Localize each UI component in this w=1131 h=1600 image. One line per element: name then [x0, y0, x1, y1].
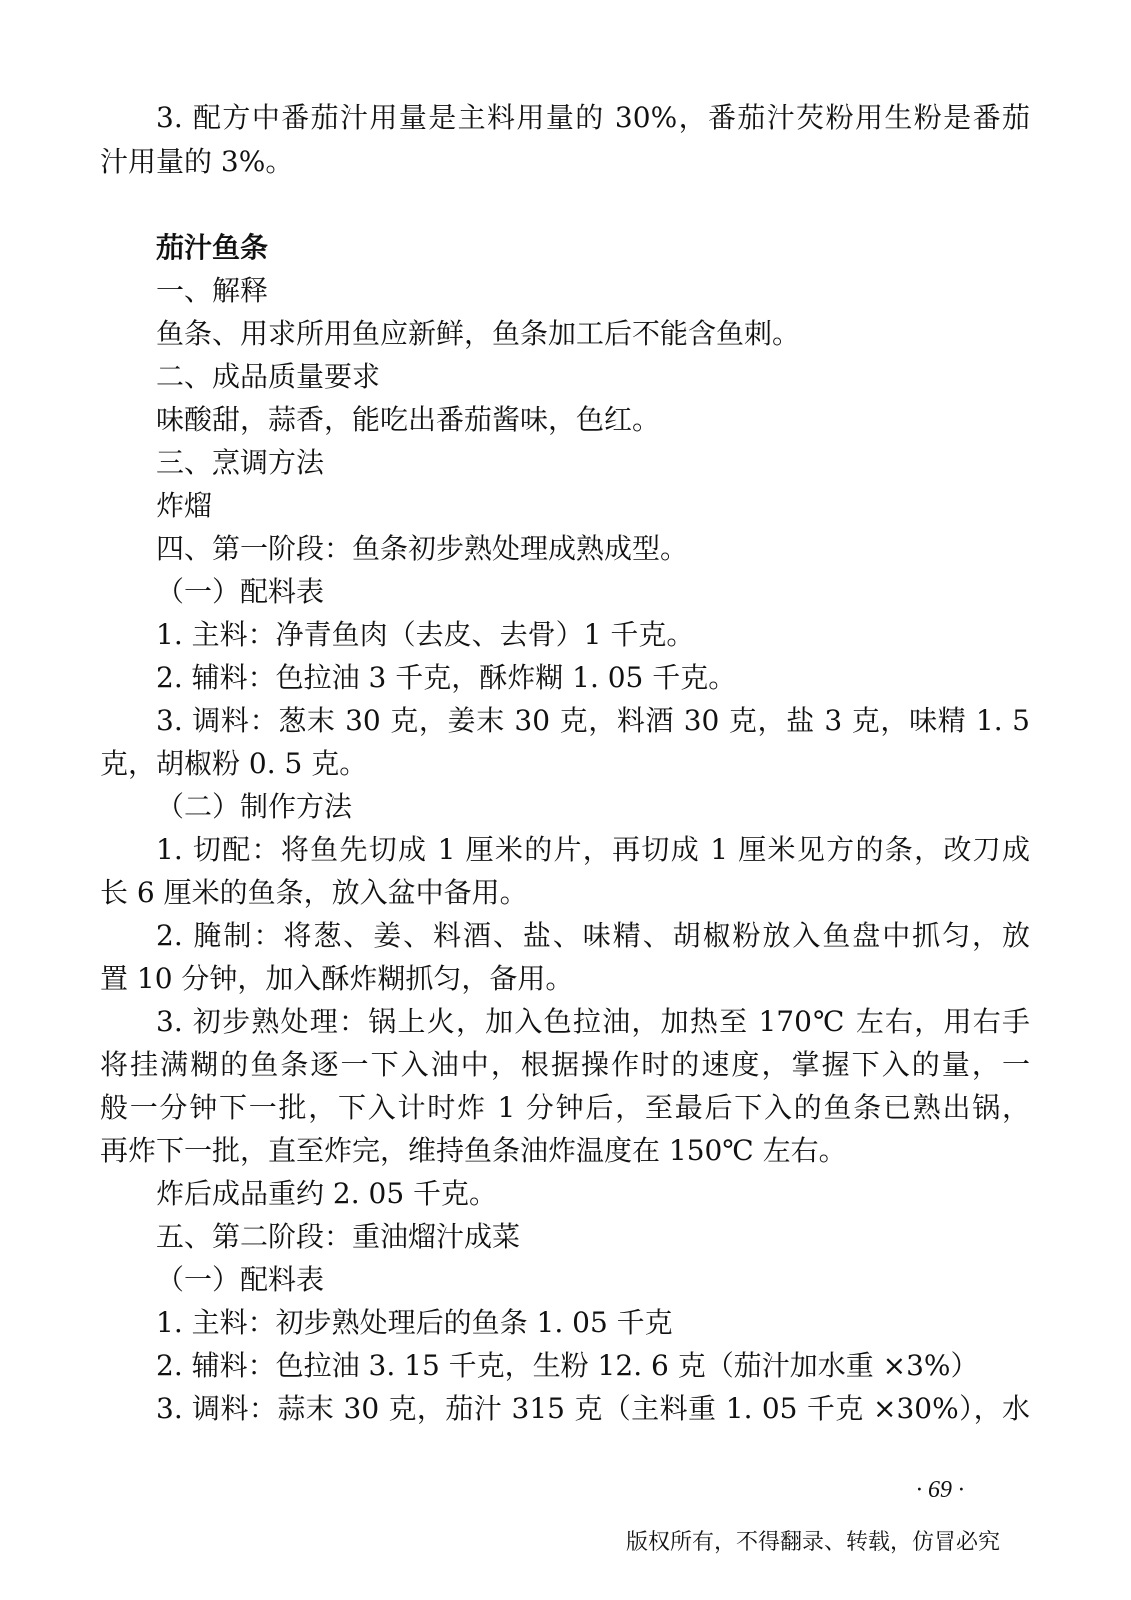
text-line: 2. 腌制：将葱、姜、料酒、盐、味精、胡椒粉放入鱼盘中抓匀，放 — [156, 919, 1030, 952]
text-line: 五、第二阶段：重油熘汁成菜 — [156, 1220, 521, 1253]
text-line: （一）配料表 — [156, 575, 325, 608]
text-line: 再炸下一批，直至炸完，维持鱼条油炸温度在 150℃ 左右。 — [100, 1134, 847, 1167]
text-line: 味酸甜，蒜香，能吃出番茄酱味，色红。 — [156, 403, 661, 436]
text-line: 3. 调料：蒜末 30 克，茄汁 315 克（主料重 1. 05 千克 ×30%），水 — [156, 1392, 1030, 1425]
text-line: 炸后成品重约 2. 05 千克。 — [156, 1177, 498, 1210]
text-line: 3. 配方中番茄汁用量是主料用量的 30%，番茄汁芡粉用生粉是番茄 — [156, 101, 1030, 134]
text-line: 鱼条、用求所用鱼应新鲜，鱼条加工后不能含鱼刺。 — [156, 317, 801, 350]
text-line: 长 6 厘米的鱼条，放入盆中备用。 — [100, 876, 528, 909]
text-line: 3. 初步熟处理：锅上火，加入色拉油，加热至 170℃ 左右，用右手 — [156, 1005, 1030, 1038]
page-number: · 69 · — [916, 1477, 964, 1503]
text-line: （二）制作方法 — [156, 790, 353, 823]
text-line: 炸熘 — [156, 489, 213, 522]
text-line: 三、烹调方法 — [156, 446, 325, 479]
text-line: 2. 辅料：色拉油 3. 15 千克，生粉 12. 6 克（茄汁加水重 ×3%） — [156, 1349, 979, 1382]
text-line: 1. 主料：净青鱼肉（去皮、去骨）1 千克。 — [156, 618, 695, 651]
copyright-notice: 版权所有，不得翻录、转载，仿冒必究 — [625, 1530, 1000, 1555]
text-line: 3. 调料：葱末 30 克，姜末 30 克，料酒 30 克，盐 3 克，味精 1. 5 — [156, 704, 1030, 737]
text-line: （一）配料表 — [156, 1263, 325, 1296]
text-line: 置 10 分钟，加入酥炸糊抓匀，备用。 — [100, 962, 574, 995]
text-line: 1. 主料：初步熟处理后的鱼条 1. 05 千克 — [156, 1306, 673, 1339]
text-line: 二、成品质量要求 — [156, 360, 381, 393]
text-line: 般一分钟下一批，下入计时炸 1 分钟后，至最后下入的鱼条已熟出锅， — [100, 1091, 1030, 1124]
section-title: 茄汁鱼条 — [156, 231, 269, 264]
text-line: 2. 辅料：色拉油 3 千克，酥炸糊 1. 05 千克。 — [156, 661, 737, 694]
text-line: 一、解释 — [156, 274, 269, 307]
text-line: 将挂满糊的鱼条逐一下入油中，根据操作时的速度，掌握下入的量，一 — [100, 1048, 1030, 1081]
text-line: 汁用量的 3%。 — [100, 145, 294, 178]
text-line: 克，胡椒粉 0. 5 克。 — [100, 747, 368, 780]
text-line: 四、第一阶段：鱼条初步熟处理成熟成型。 — [156, 532, 689, 565]
text-line: 1. 切配：将鱼先切成 1 厘米的片，再切成 1 厘米见方的条，改刀成 — [156, 833, 1030, 866]
